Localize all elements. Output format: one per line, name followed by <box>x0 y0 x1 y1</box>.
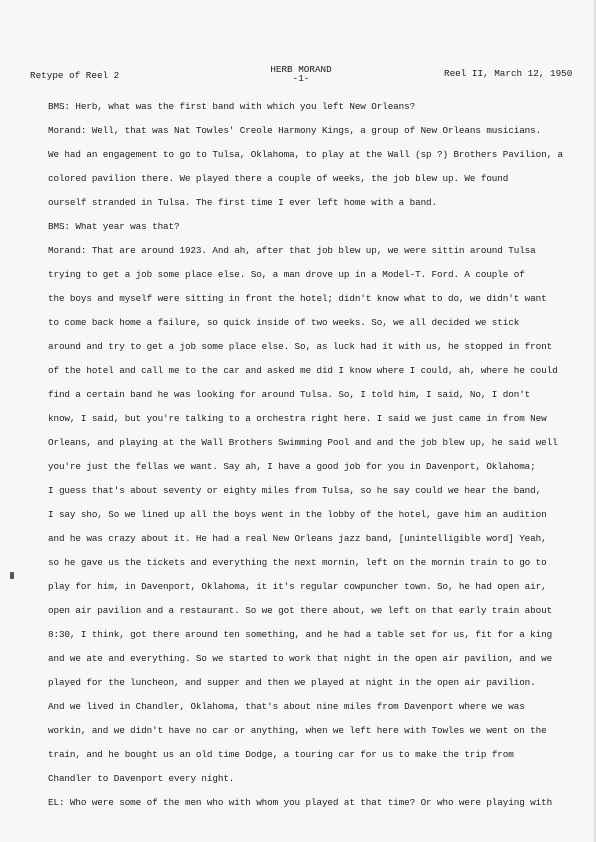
transcript-line: around and try to get a job some place else. So, as luck had it with us, he stopped in front <box>48 341 553 352</box>
reel-date: Reel II, March 12, 1950 <box>444 68 573 79</box>
transcript-line: play for him, in Davenport, Oklahoma, it it's regular cowpuncher town. So, he had open air, <box>48 581 547 592</box>
interviewee-name: HERB MORAND <box>270 64 332 75</box>
margin-mark <box>10 572 14 579</box>
transcript-line: workin, and we didn't have no car or anything, when we left here with Towles we went on the <box>48 725 547 736</box>
transcript-line: BMS: Herb, what was the first band with which you left New Orleans? <box>48 101 416 112</box>
transcript-line: Morand: That are around 1923. And ah, after that job blew up, we were sittin around Tulsa <box>48 245 536 256</box>
transcript-line: train, and he bought us an old time Dodge, a touring car for us to make the trip from <box>48 749 514 760</box>
transcript-line: EL: Who were some of the men who with whom you played at that time? Or who were playing with <box>48 797 553 808</box>
transcript-line: Orleans, and playing at the Wall Brothers Swimming Pool and and the job blew up, he said well <box>48 437 558 448</box>
transcript-line: and he was crazy about it. He had a real New Orleans jazz band, [unintelligible word] Yeah, <box>48 533 547 544</box>
transcript-line: of the hotel and call me to the car and asked me did I know where I could, ah, where he could <box>48 365 558 376</box>
transcript-line: I guess that's about seventy or eighty miles from Tulsa, so he say could we hear the band, <box>48 485 542 496</box>
transcript-line: played for the luncheon, and supper and then we played at night in the open air pavilion. <box>48 677 536 688</box>
transcript-line: trying to get a job some place else. So, a man drove up in a Model-T. Ford. A couple of <box>48 269 525 280</box>
retype-note: Retype of Reel 2 <box>30 70 120 81</box>
transcript-line: the boys and myself were sitting in front the hotel; didn't know what to do, we didn't want <box>48 293 547 304</box>
page-number: -1- <box>292 73 310 84</box>
transcript-line: and we ate and everything. So we started to work that night in the open air pavilion, and we <box>48 653 553 664</box>
transcript-line: so he gave us the tickets and everything the next mornin, left on the mornin train to go to <box>48 557 547 568</box>
transcript-line: Morand: Well, that was Nat Towles' Creole Harmony Kings, a group of New Orleans musicians. <box>48 125 542 136</box>
transcript-line: find a certain band he was looking for around Tulsa. So, I told him, I said, No, I don't <box>48 389 531 400</box>
transcript-line: to come back home a failure, so quick inside of two weeks. So, we all decided we stick <box>48 317 520 328</box>
transcript-line: 8:30, I think, got there around ten something, and he had a table set for us, fit for a king <box>48 629 553 640</box>
transcript-line: ourself stranded in Tulsa. The first time I ever left home with a band. <box>48 197 438 208</box>
transcript-line: know, I said, but you're talking to a orchestra right here. I said we just came in from New <box>48 413 547 424</box>
transcript-line: I say sho, So we lined up all the boys went in the lobby of the hotel, gave him an audition <box>48 509 547 520</box>
transcript-line: We had an engagement to go to Tulsa, Oklahoma, to play at the Wall (sp ?) Brothers Pavilion, a <box>48 149 564 160</box>
interviewee-header <box>256 64 346 84</box>
transcript-line: BMS: What year was that? <box>48 221 180 232</box>
transcript-line: open air pavilion and a restaurant. So we got there about, we left on that early train about <box>48 605 553 616</box>
transcript-line: colored pavilion there. We played there a couple of weeks, the job blew up. We found <box>48 173 509 184</box>
transcript-line: Chandler to Davenport every night. <box>48 773 235 784</box>
transcript-line: And we lived in Chandler, Oklahoma, that's about nine miles from Davenport where we was <box>48 701 525 712</box>
transcript-body <box>48 95 582 815</box>
transcript-line: you're just the fellas we want. Say ah, I have a good job for you in Davenport, Oklahoma; <box>48 461 536 472</box>
